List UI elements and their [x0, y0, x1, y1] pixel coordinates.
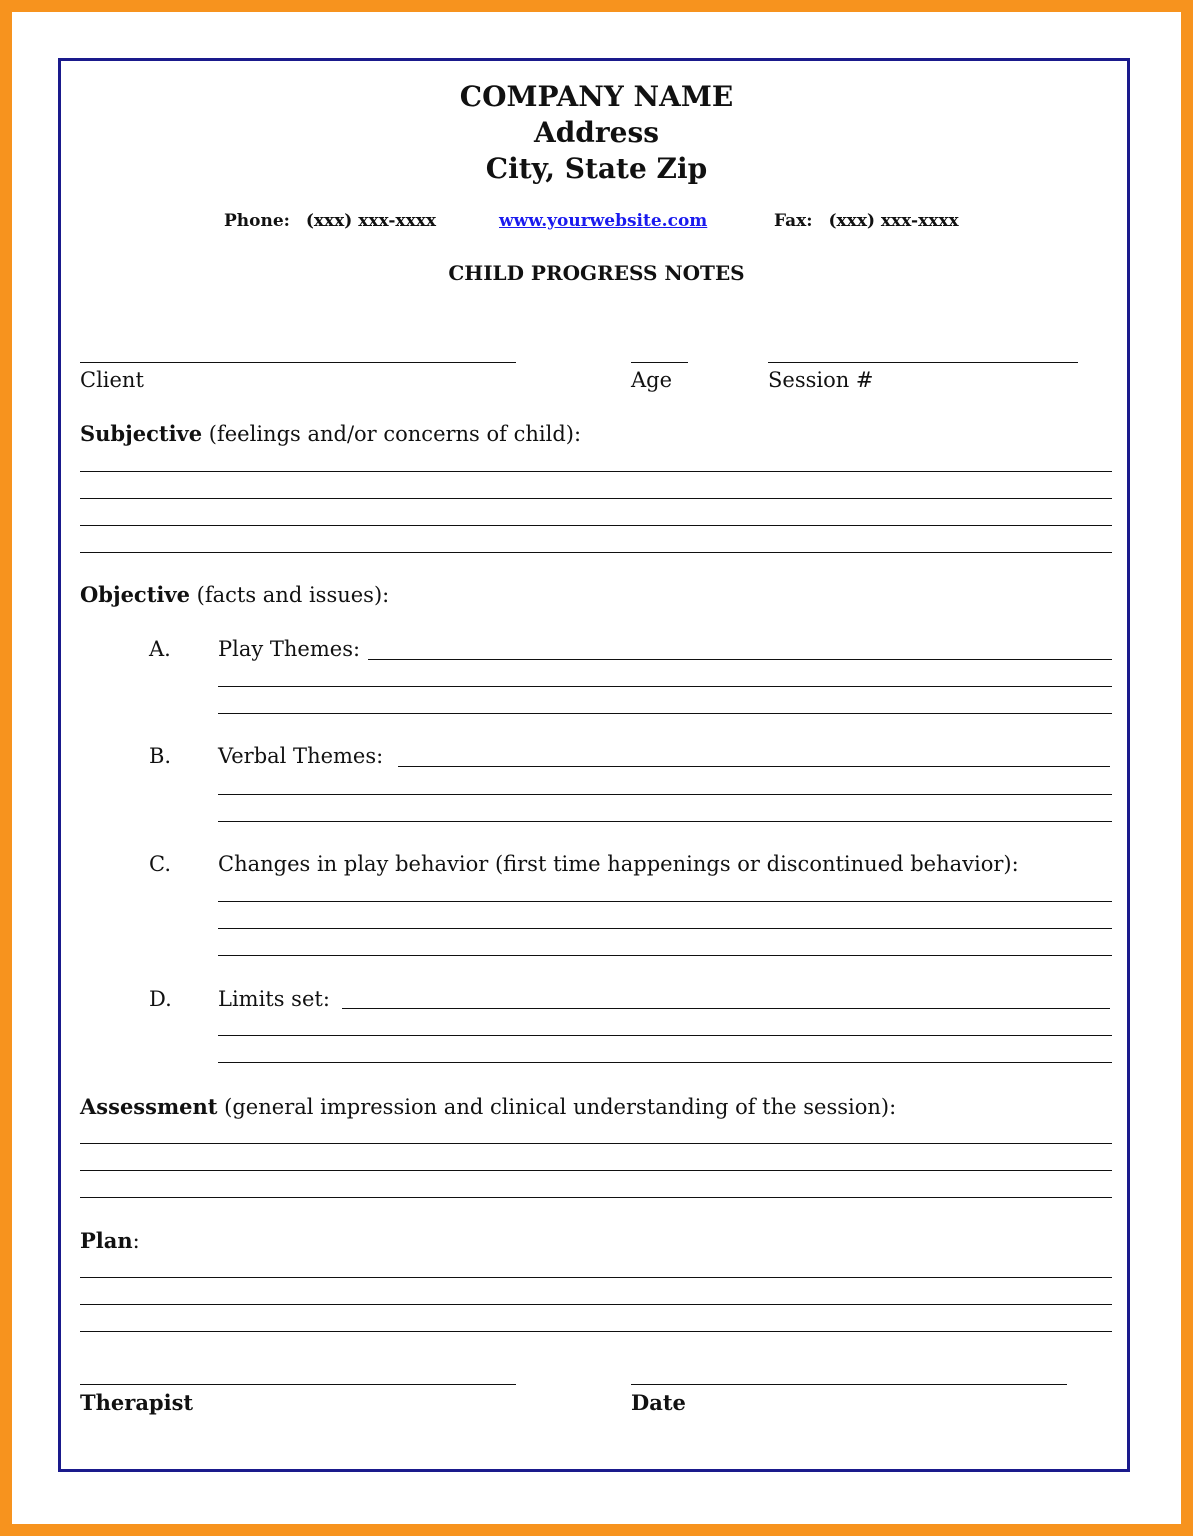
play-themes-line[interactable] — [218, 686, 1112, 687]
limits-set-line[interactable] — [342, 1008, 1110, 1009]
subjective-line[interactable] — [80, 498, 1112, 499]
plan-line[interactable] — [80, 1331, 1112, 1332]
plan-heading — [80, 1228, 140, 1253]
subjective-heading — [80, 421, 581, 446]
company-city-state-zip: City, State Zip — [485, 152, 708, 185]
assessment-title: Assessment — [80, 1094, 218, 1119]
client-label: Client — [80, 368, 144, 392]
play-themes-line[interactable] — [218, 713, 1112, 714]
age-label: Age — [631, 368, 673, 392]
plan-line[interactable] — [80, 1304, 1112, 1305]
website-link[interactable]: www.yourwebsite.com — [499, 211, 708, 231]
fax-line — [774, 211, 959, 231]
assessment-heading — [80, 1094, 896, 1119]
client-field-line[interactable] — [80, 362, 516, 363]
objective-item-letter: B. — [149, 744, 172, 768]
plan-line[interactable] — [80, 1277, 1112, 1278]
date-signature-line[interactable] — [631, 1384, 1067, 1385]
objective-heading — [80, 582, 389, 607]
subjective-hint: (feelings and/or concerns of child): — [202, 422, 582, 446]
therapist-label: Therapist — [80, 1390, 194, 1415]
form-title: CHILD PROGRESS NOTES — [448, 261, 745, 285]
play-behavior-line[interactable] — [218, 901, 1112, 902]
assessment-hint: (general impression and clinical understanding of the session): — [217, 1095, 897, 1119]
objective-item-letter: C. — [149, 852, 171, 876]
verbal-themes-line[interactable] — [398, 766, 1110, 767]
play-behavior-line[interactable] — [218, 928, 1112, 929]
therapist-signature-line[interactable] — [80, 1384, 516, 1385]
verbal-themes-line[interactable] — [218, 821, 1112, 822]
assessment-line[interactable] — [80, 1170, 1112, 1171]
assessment-line[interactable] — [80, 1197, 1112, 1198]
session-field-line[interactable] — [768, 362, 1078, 363]
subjective-title: Subjective — [80, 421, 203, 446]
fax-label: Fax: — [774, 211, 813, 231]
verbal-themes-label: Verbal Themes: — [218, 744, 384, 768]
objective-item-letter: A. — [149, 637, 171, 661]
limits-set-line[interactable] — [218, 1062, 1112, 1063]
objective-item-letter: D. — [149, 987, 172, 1011]
phone-value: (xxx) xxx-xxxx — [305, 211, 436, 231]
phone-label: Phone: — [224, 211, 290, 231]
session-label: Session # — [768, 368, 874, 392]
assessment-line[interactable] — [80, 1143, 1112, 1144]
play-themes-label: Play Themes: — [218, 637, 361, 661]
website-line — [499, 211, 707, 231]
plan-hint: : — [132, 1229, 140, 1253]
company-name: COMPANY NAME — [459, 80, 734, 113]
date-label: Date — [631, 1390, 686, 1415]
subjective-line[interactable] — [80, 471, 1112, 472]
age-field-line[interactable] — [631, 362, 688, 363]
subjective-line[interactable] — [80, 552, 1112, 553]
phone-line — [224, 211, 436, 231]
play-behavior-label: Changes in play behavior (first time happenings or discontinued behavior): — [218, 852, 1019, 876]
objective-hint: (facts and issues): — [189, 583, 390, 607]
play-themes-line[interactable] — [368, 659, 1112, 660]
objective-title: Objective — [80, 582, 190, 607]
limits-set-line[interactable] — [218, 1035, 1112, 1036]
limits-set-label: Limits set: — [218, 987, 330, 1011]
fax-value: (xxx) xxx-xxxx — [828, 211, 959, 231]
company-address: Address — [534, 116, 659, 149]
plan-title: Plan — [80, 1228, 133, 1253]
verbal-themes-line[interactable] — [218, 794, 1112, 795]
subjective-line[interactable] — [80, 525, 1112, 526]
play-behavior-line[interactable] — [218, 955, 1112, 956]
